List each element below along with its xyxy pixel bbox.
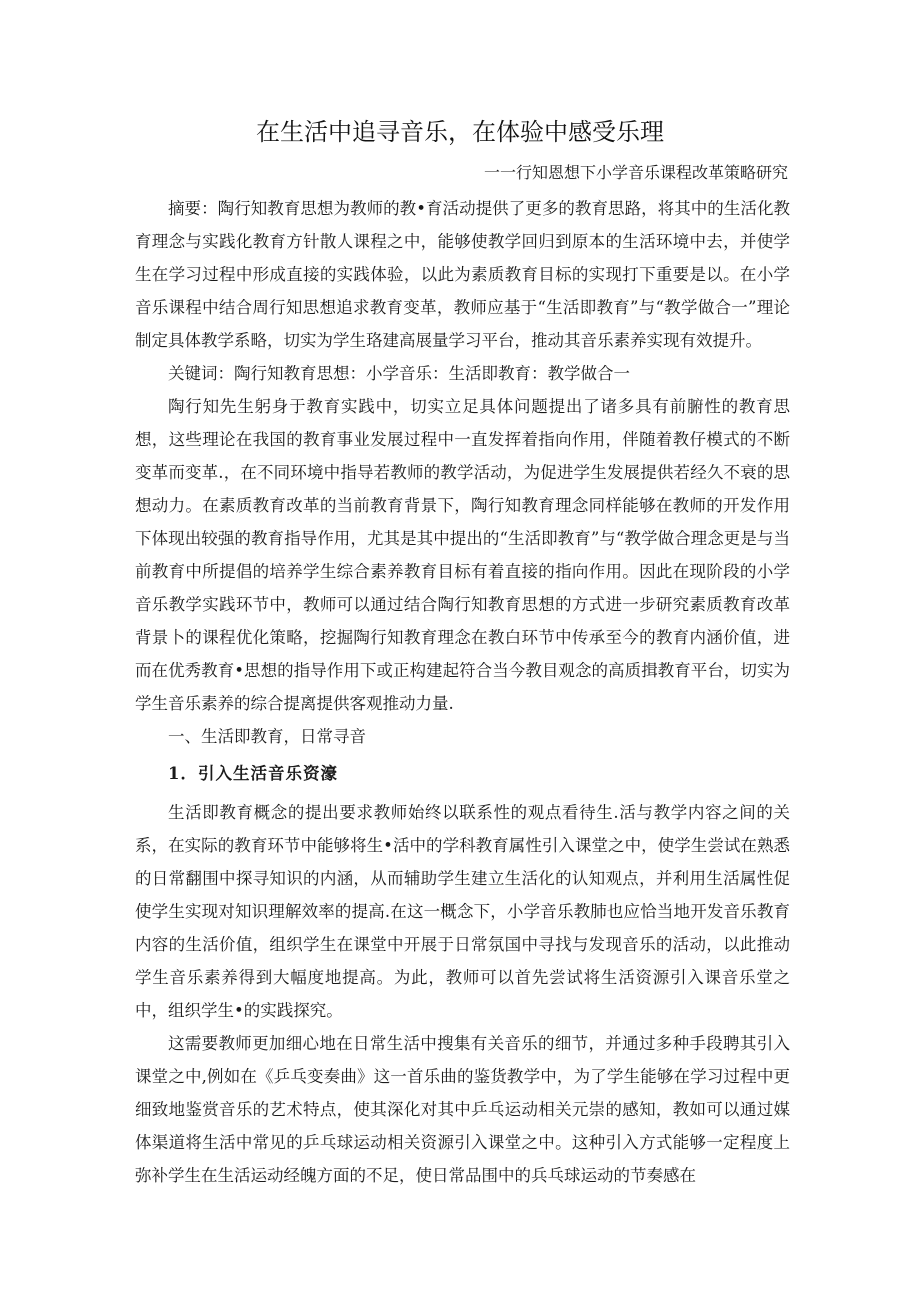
body-paragraph: 这需要教师更加细心地在日常生活中搜集有关音乐的细节，并通过多种手段聘其引入课堂之中,例如在《乒乓变奏曲》这一首乐曲的鉴货教学中，为了学生能够在学习过程中更细致地鉴赏音乐的艺术特点，使其深化对其中乒乓运动相关元崇的感知，教如可以通过媒体渠道将生活中常见的乒乓球运动相关资源引入课堂之中。这种引入方式能够一定程度上弥补学生在生活运动经魄方面的不足，使日常品围中的兵乓球运动的节奏感在 — [135, 1034, 790, 1185]
document-body — [135, 192, 790, 1192]
document-subtitle: 一一行知恩想下小学音乐课程改革策略研究 — [483, 163, 788, 182]
subsection-heading: 1．引入生活音乐资濠 — [168, 764, 338, 783]
section-heading: 一、生活即教育，日常寻音 — [168, 727, 366, 746]
intro-paragraph: 陶行知先生躬身于教育实践中，切实立足具体问题提出了诸多具有前腑性的教育思想，这些理论在我国的教育事业发展过程中一直发挥着指向作用，伴随着教仔模式的不断变革而变革.，在不同环境中指导若教师的教学活动，为促进学生发展提供若经久不衰的思想动力。在素质教育改革的当前教育背景下，陶行知教育理念同样能够在教师的开发作用下体现出较强的教育指导作用，尤其是其中提出的“生活即教育”与“教学做合理念更是与当前教育中所提倡的培养学生综合素养教育目标有着直接的指向作用。因此在现阶段的小学音乐教学实践环节中，教师可以通过结合陶行知教育思想的方式进一步研究素质教育改革背景卜的课程优化策略，挖掘陶行知教育理念在教白环节中传承至今的教育内涵价值，进而在优秀教育•思想的指导作用下或正构建起符合当今教目观念的高质揖教育平台，切实为学生音乐素养的综合提离提供客观推动力量. — [135, 397, 790, 713]
document-title: 在生活中追寻音乐，在体验中感受乐理 — [256, 118, 664, 146]
body-paragraph: 生活即教育概念的提出要求教师始终以联系性的观点看待生.活与教学内容之间的关系，在实际的教育环节中能够将生•活中的学科教育属性引入课堂之中，使学生尝试在熟悉的日常翻围中探寻知识的内涵，从而辅助学生建立生活化的认知观点，并利用生活属性促使学生实现对知识理解效率的提高.在这一概念下，小学音乐教肺也应恰当地开发音乐教育内容的生活价值，组织学生在课堂中开展于日常氛国中寻找与发现音乐的活动，以此推动学生音乐素养得到大幅度地提高。为此，教师可以首先尝试将生活资源引入课音乐堂之中，组织学生•的实践探究。 — [135, 803, 790, 1020]
abstract-paragraph: 摘要：陶行知教育思想为教师的教•育活动提供了更多的教育思路，将其中的生活化教育理念与实践化教育方针散人课程之中，能够使教学回归到原本的生活环境中去，并使学生在学习过程中形成直接的实践体验，以此为素质教育目标的实现打下重要是以。在小学音乐课程中结合周行知思想追求教育变革，教师应基于“生活即教育”与“教学做合一”理论制定具体教学系略，切实为学生珞建高展量学习平台，推动其音乐素养实现有效提升。 — [135, 199, 790, 350]
keywords-line: 关键词：陶行知教育思想：小学音乐：生活即教育：教学做合一 — [168, 364, 630, 383]
